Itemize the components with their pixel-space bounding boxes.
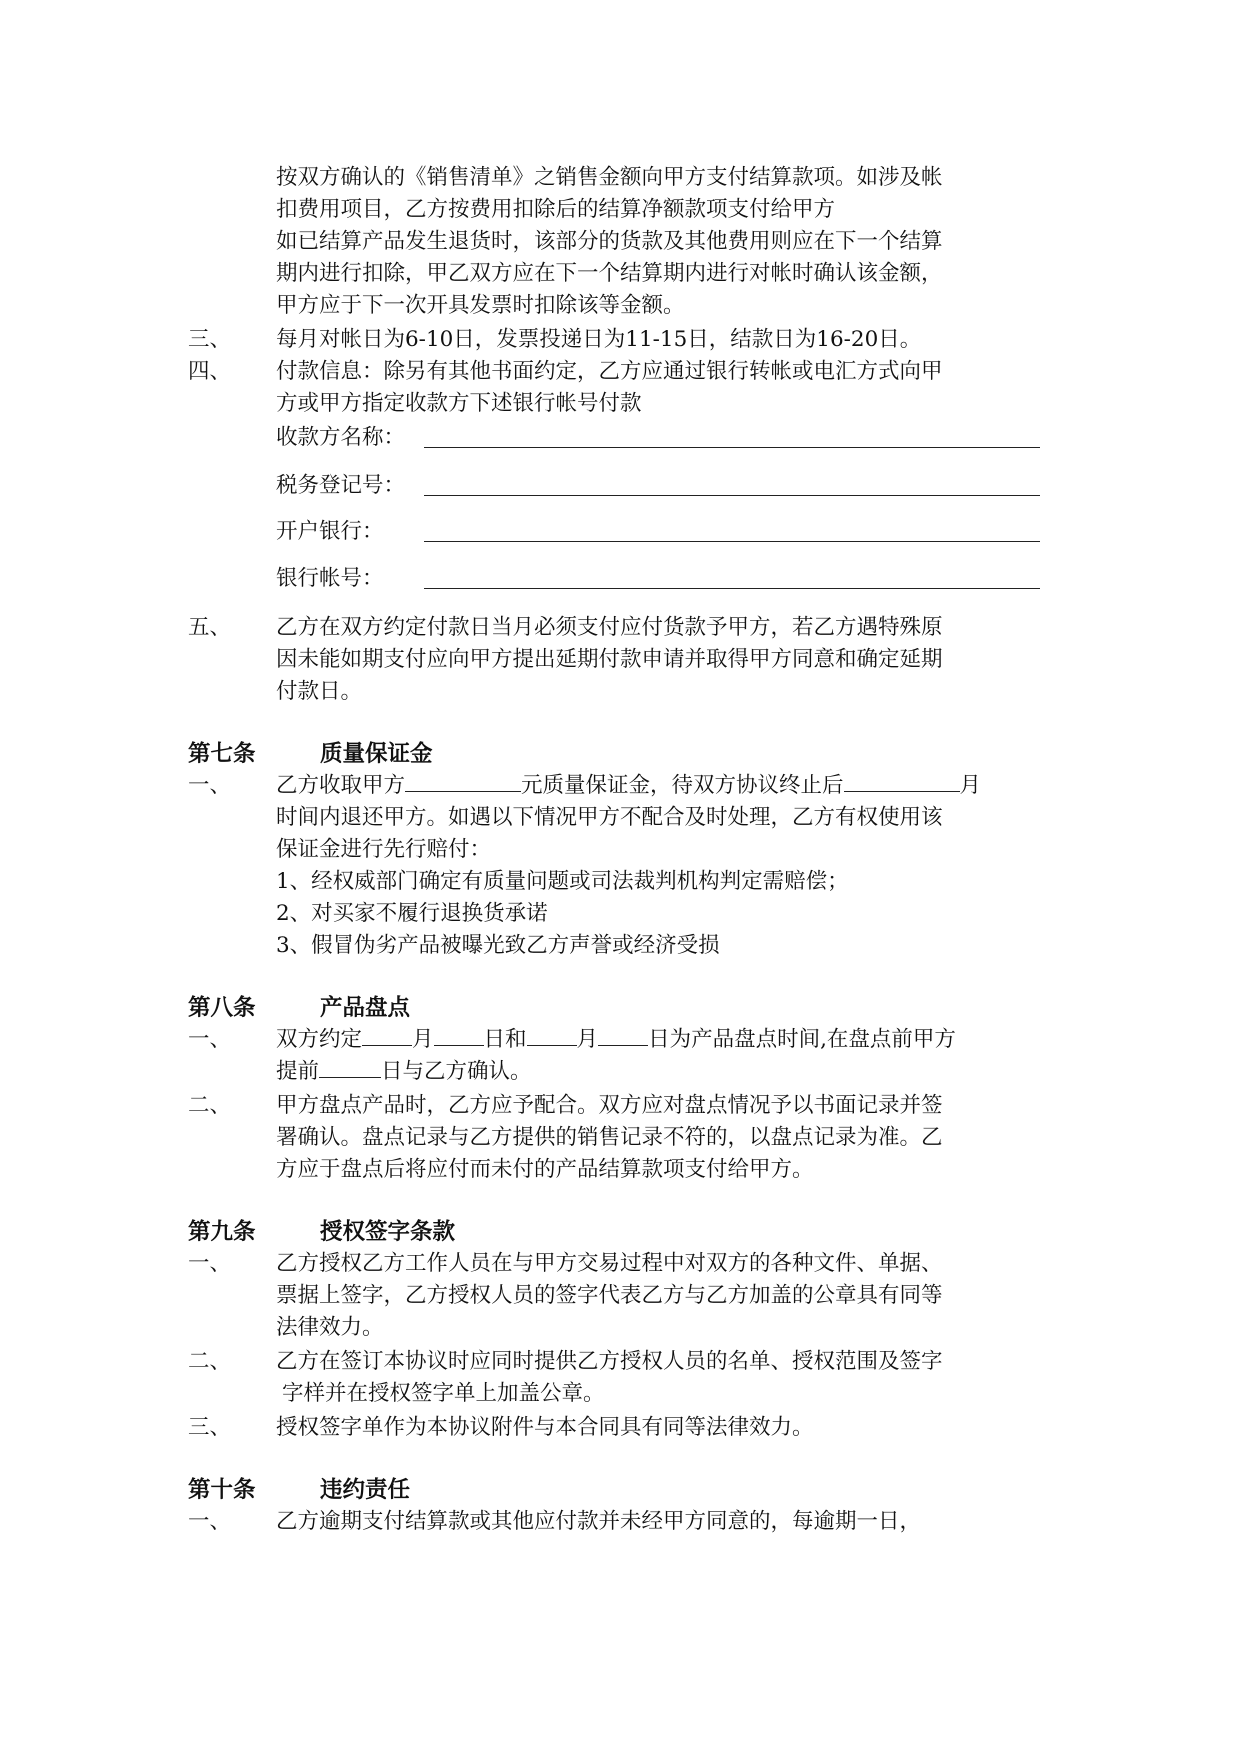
refund-months-blank[interactable]	[844, 771, 960, 792]
day-blank[interactable]	[598, 1025, 648, 1046]
article-title: 违约责任	[320, 1477, 411, 1503]
tax-registration-label: 税务登记号：	[276, 473, 406, 498]
article-label: 第七条	[188, 741, 256, 767]
text-fragment: 月	[576, 1027, 599, 1052]
paragraph-line: 甲方应于下一次开具发票时扣除该等金额。	[276, 293, 685, 318]
paragraph-line	[276, 1056, 532, 1088]
list-item: 3、假冒伪劣产品被曝光致乙方声誉或经济受损	[276, 933, 720, 958]
article-heading	[188, 1216, 456, 1248]
paragraph-line: 授权签字单作为本协议附件与本合同具有同等法律效力。	[276, 1415, 814, 1440]
article-label: 第九条	[188, 1219, 256, 1245]
paragraph-line: 时间内退还甲方。如遇以下情况甲方不配合及时处理，乙方有权使用该	[276, 805, 943, 830]
list-item: 2、对买家不履行退换货承诺	[276, 901, 548, 926]
article-label: 第八条	[188, 995, 256, 1021]
paragraph-line: 乙方在签订本协议时应同时提供乙方授权人员的名单、授权范围及签字	[276, 1349, 943, 1374]
paragraph-line: 字样并在授权签字单上加盖公章。	[282, 1381, 605, 1406]
text-fragment: 提前	[276, 1059, 320, 1084]
item-number: 四、	[188, 359, 232, 384]
item-number: 二、	[188, 1349, 232, 1374]
text-fragment: 日为产品盘点时间,在盘点前甲方	[648, 1027, 956, 1052]
bank-account-label: 银行帐号：	[276, 566, 384, 591]
item-number: 一、	[188, 1251, 232, 1276]
text-fragment: 月	[412, 1027, 434, 1052]
month-blank[interactable]	[362, 1025, 412, 1046]
paragraph-line: 付款日。	[276, 679, 363, 704]
bank-name-blank[interactable]	[424, 541, 1040, 542]
paragraph-line: 乙方逾期支付结算款或其他应付款并未经甲方同意的，每逾期一日，	[276, 1509, 922, 1534]
item-number: 三、	[188, 327, 232, 352]
item-number: 一、	[188, 1027, 232, 1052]
paragraph-line: 付款信息：除另有其他书面约定，乙方应通过银行转帐或电汇方式向甲	[276, 359, 943, 384]
text-fragment: 乙方收取甲方	[276, 773, 406, 798]
item-number: 二、	[188, 1093, 232, 1118]
paragraph-line: 如已结算产品发生退货时，该部分的货款及其他费用则应在下一个结算	[276, 229, 943, 254]
item-number: 三、	[188, 1415, 232, 1440]
text-fragment: 日与乙方确认。	[381, 1059, 532, 1084]
paragraph-line: 每月对帐日为6-10日，发票投递日为11-15日，结款日为16-20日。	[276, 327, 922, 352]
text-fragment: 双方约定	[276, 1027, 363, 1052]
paragraph-line: 甲方盘点产品时，乙方应予配合。双方应对盘点情况予以书面记录并签	[276, 1093, 943, 1118]
paragraph-line: 因未能如期支付应向甲方提出延期付款申请并取得甲方同意和确定延期	[276, 647, 943, 672]
days-ahead-blank[interactable]	[319, 1057, 381, 1078]
article-heading	[188, 1474, 411, 1506]
paragraph-line: 署确认。盘点记录与乙方提供的销售记录不符的，以盘点记录为准。乙	[276, 1125, 943, 1150]
paragraph-line: 扣费用项目，乙方按费用扣除后的结算净额款项支付给甲方	[276, 197, 836, 222]
item-number: 一、	[188, 773, 232, 798]
deposit-amount-blank[interactable]	[405, 771, 521, 792]
item-number: 五、	[188, 615, 232, 640]
day-blank[interactable]	[434, 1025, 484, 1046]
text-fragment: 月	[959, 773, 982, 798]
paragraph-line: 法律效力。	[276, 1315, 384, 1340]
article-title: 产品盘点	[320, 995, 411, 1021]
article-label: 第十条	[188, 1477, 256, 1503]
paragraph-line: 乙方在双方约定付款日当月必须支付应付货款予甲方，若乙方遇特殊原	[276, 615, 943, 640]
text-fragment: 日和	[483, 1027, 527, 1052]
list-item: 1、经权威部门确定有质量问题或司法裁判机构判定需赔偿；	[276, 869, 849, 894]
paragraph-line: 方或甲方指定收款方下述银行帐号付款	[276, 391, 642, 416]
paragraph-line: 方应于盘点后将应付而未付的产品结算款项支付给甲方。	[276, 1157, 814, 1182]
payee-name-label: 收款方名称：	[276, 425, 406, 450]
month-blank[interactable]	[527, 1025, 577, 1046]
paragraph-line	[276, 1024, 956, 1056]
bank-account-blank[interactable]	[424, 588, 1040, 589]
article-heading	[188, 992, 411, 1024]
text-fragment: 元质量保证金，待双方协议终止后	[521, 773, 844, 798]
bank-name-label: 开户银行：	[276, 519, 384, 544]
paragraph-line: 保证金进行先行赔付：	[276, 837, 492, 862]
article-title: 质量保证金	[320, 741, 433, 767]
paragraph-line: 按双方确认的《销售清单》之销售金额向甲方支付结算款项。如涉及帐	[276, 165, 943, 190]
article-heading	[188, 738, 433, 770]
tax-registration-blank[interactable]	[424, 495, 1040, 496]
paragraph-line	[276, 770, 981, 802]
payee-name-blank[interactable]	[424, 447, 1040, 448]
article-title: 授权签字条款	[320, 1219, 456, 1245]
paragraph-line: 期内进行扣除，甲乙双方应在下一个结算期内进行对帐时确认该金额，	[276, 261, 943, 286]
item-number: 一、	[188, 1509, 232, 1534]
paragraph-line: 乙方授权乙方工作人员在与甲方交易过程中对双方的各种文件、单据、	[276, 1251, 943, 1276]
paragraph-line: 票据上签字，乙方授权人员的签字代表乙方与乙方加盖的公章具有同等	[276, 1283, 943, 1308]
